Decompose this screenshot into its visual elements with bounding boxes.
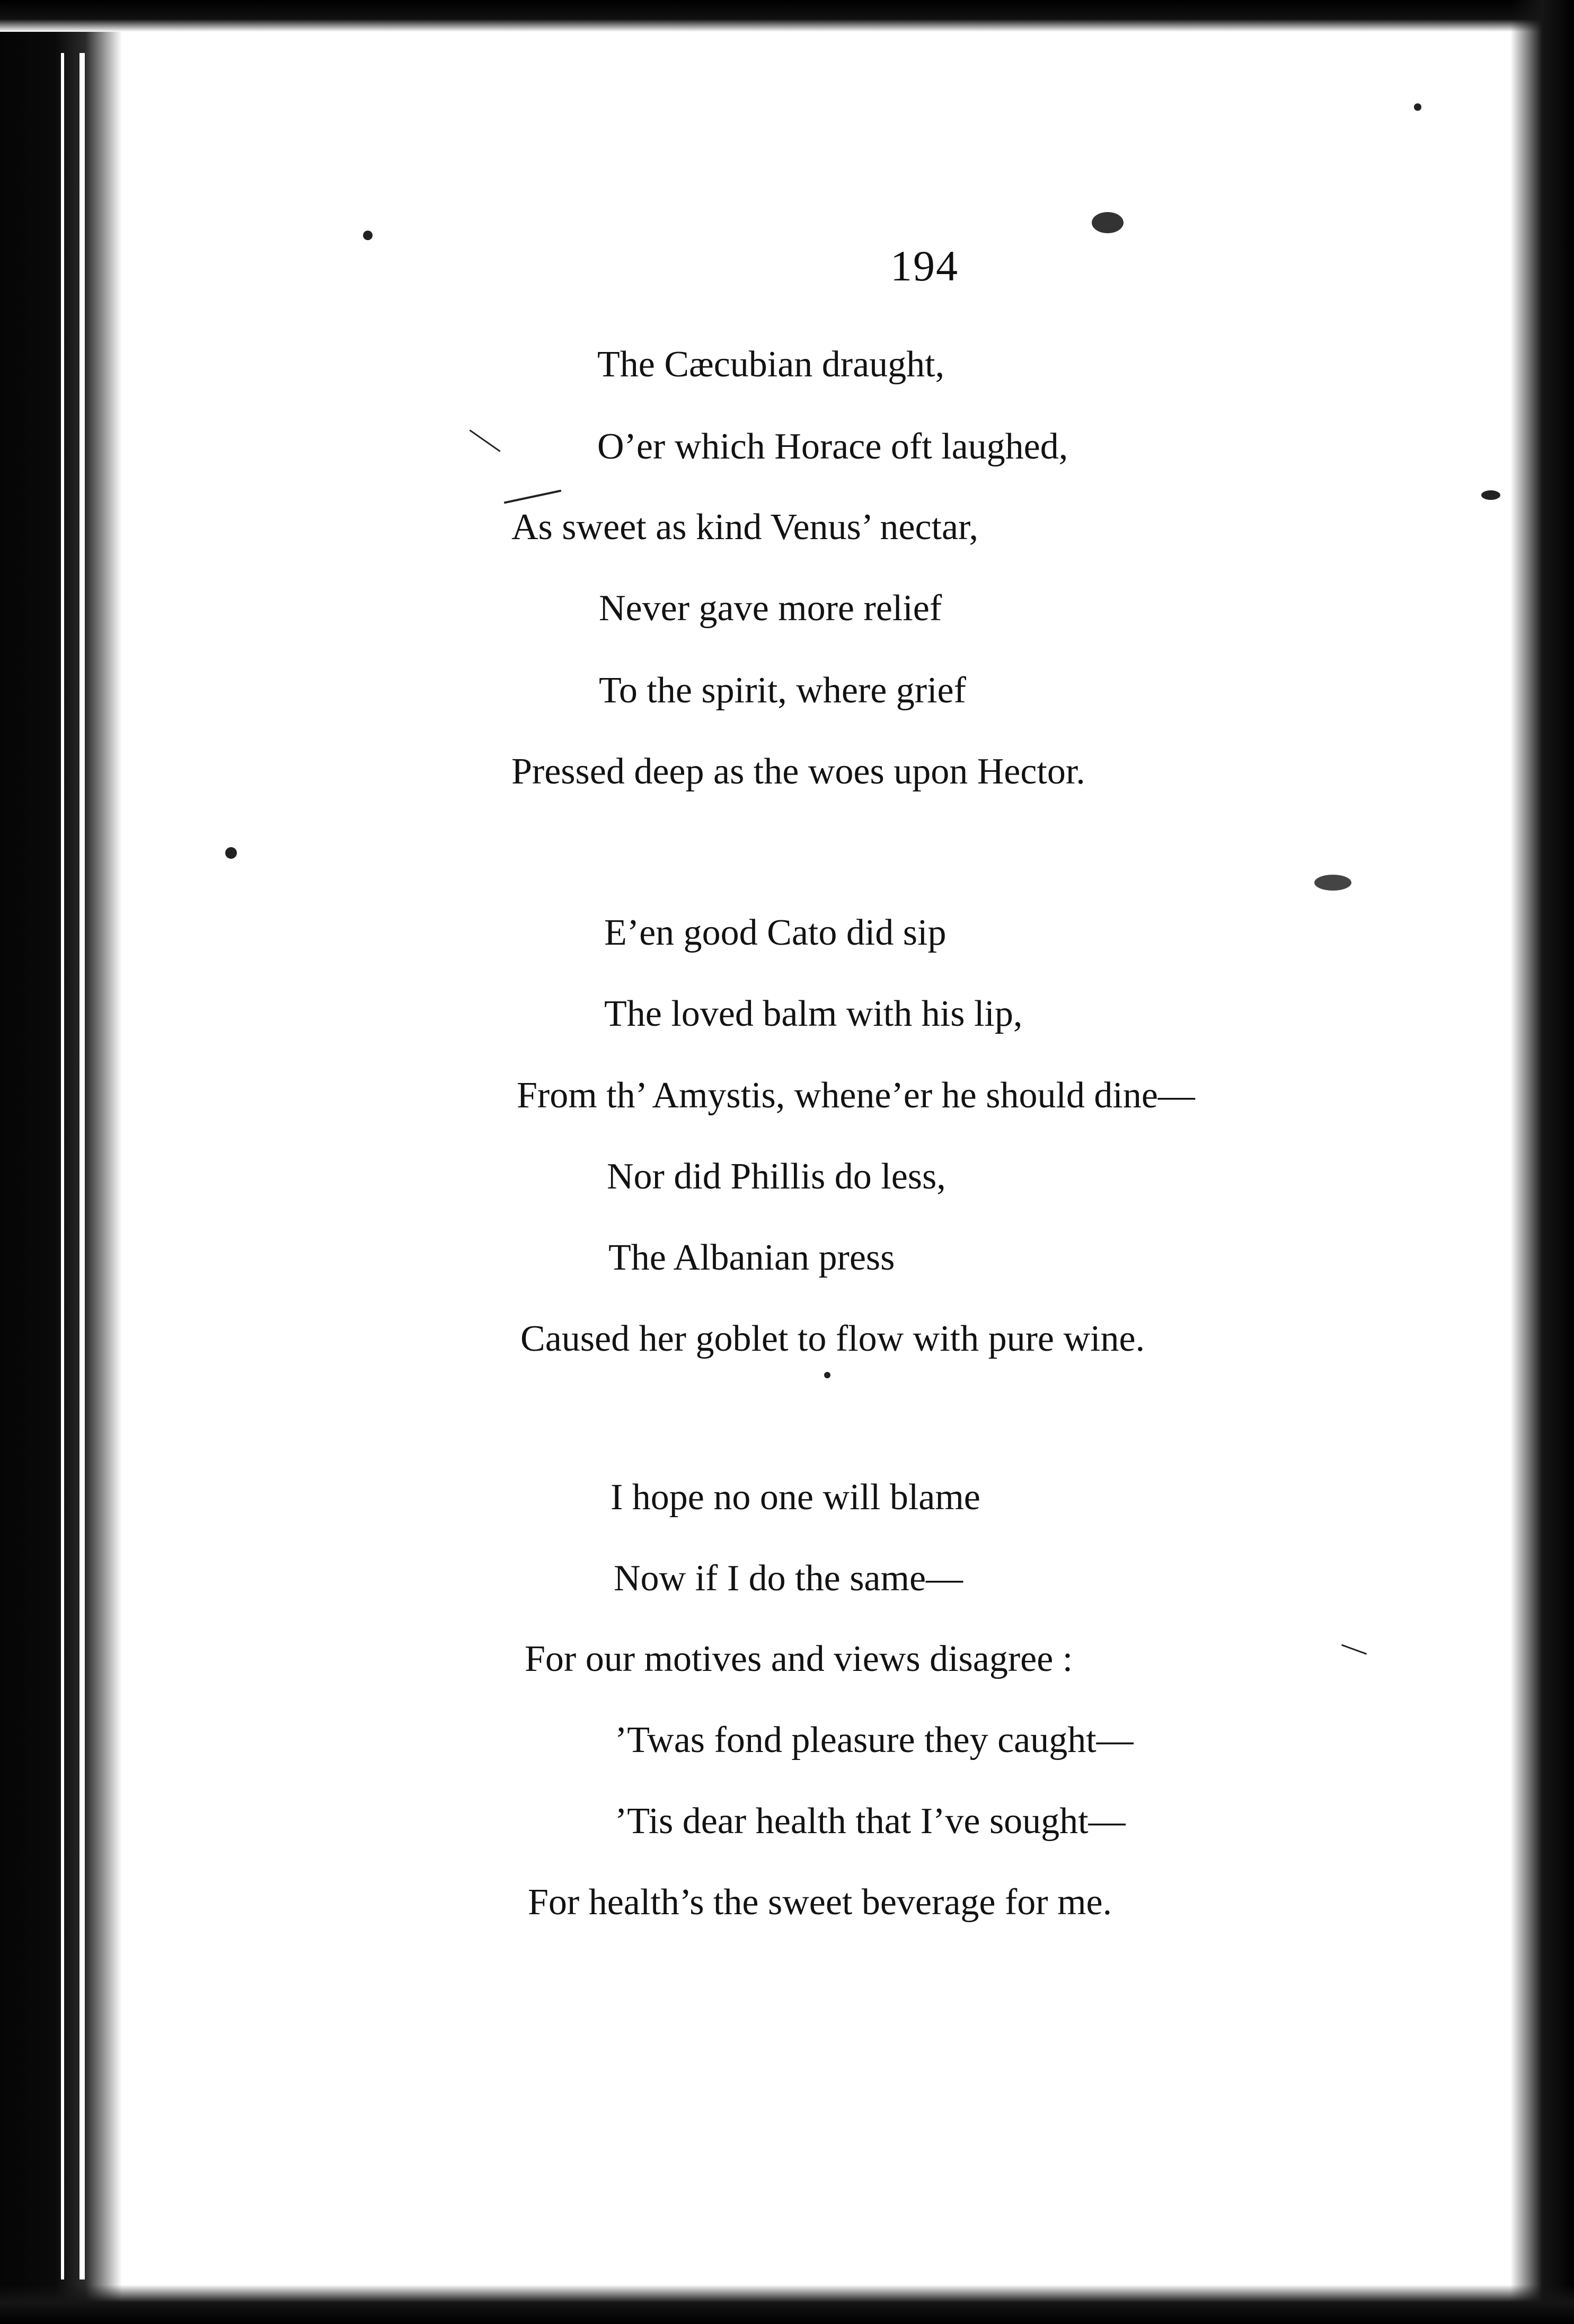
pencil-mark: [1341, 1644, 1367, 1655]
right-page-edge-shadow: [1510, 0, 1574, 2324]
pencil-mark: [469, 429, 500, 452]
scan-speck: [1481, 490, 1500, 500]
scan-speck: [824, 1372, 830, 1378]
poem-line: From th’ Amystis, whene’er he should dine—: [517, 1075, 1195, 1116]
poem-line: E’en good Cato did sip: [604, 912, 947, 953]
page-number: 194: [890, 242, 959, 290]
poem-line: For health’s the sweet beverage for me.: [528, 1882, 1112, 1923]
poem-line: I hope no one will blame: [611, 1477, 980, 1518]
poem-line: The Albanian press: [608, 1237, 895, 1278]
scan-speck: [1414, 103, 1421, 111]
poem-line: Nor did Phillis do less,: [607, 1156, 946, 1197]
poem-line: To the spirit, where grief: [599, 670, 966, 711]
poem-line: As sweet as kind Venus’ nectar,: [511, 507, 979, 548]
pencil-mark: [504, 490, 561, 504]
scan-speck: [363, 231, 373, 240]
poem-line: Pressed deep as the woes upon Hector.: [511, 751, 1085, 792]
poem-line: The loved balm with his lip,: [604, 993, 1023, 1034]
poem-line: The Cæcubian draught,: [597, 344, 945, 385]
poem-line: ’Tis dear health that I’ve sought—: [615, 1801, 1126, 1842]
bottom-page-edge-shadow: [0, 2285, 1574, 2324]
poem-line: Now if I do the same—: [614, 1558, 963, 1599]
top-page-edge-shadow: [0, 0, 1574, 32]
poem-line: Never gave more relief: [599, 588, 942, 629]
scan-speck: [225, 847, 237, 859]
left-edge-streak: [61, 53, 64, 2279]
poem-line: ’Twas fond pleasure they caught—: [615, 1720, 1134, 1760]
poem-line: O’er which Horace oft laughed,: [597, 426, 1068, 467]
ink-smudge: [1092, 212, 1124, 233]
poem-line: Caused her goblet to flow with pure wine.: [520, 1318, 1145, 1359]
left-edge-streak: [79, 53, 85, 2279]
ink-smudge: [1314, 875, 1351, 891]
poem-line: For our motives and views disagree :: [525, 1639, 1073, 1679]
